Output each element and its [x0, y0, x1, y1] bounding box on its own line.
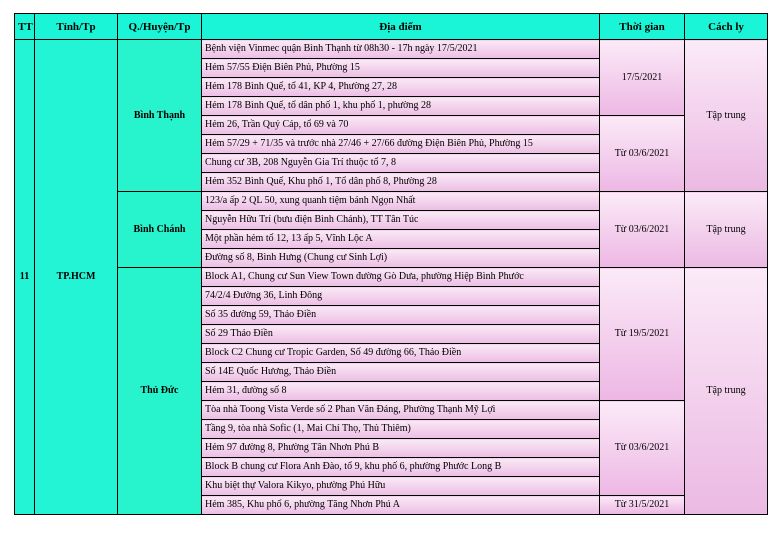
address-cell: Hẻm 57/55 Điện Biên Phủ, Phường 15	[202, 59, 600, 78]
address-cell: Block C2 Chung cư Tropic Garden, Số 49 đường 66, Thảo Điền	[202, 344, 600, 363]
header-row	[15, 14, 768, 40]
address-cell: Tầng 9, tòa nhà Sofic (1, Mai Chí Thọ, Thủ Thiêm)	[202, 420, 600, 439]
time-cell: Từ 31/5/2021	[600, 496, 685, 515]
header-tt: TT	[15, 14, 35, 40]
address-cell: Hẻm 178 Bình Quế, tổ dân phố 1, khu phố 1, phường 28	[202, 97, 600, 116]
address-cell: Đường số 8, Bình Hưng (Chung cư Sinh Lợi)	[202, 249, 600, 268]
table-body	[15, 40, 768, 515]
header-province: Tỉnh/Tp	[35, 14, 118, 40]
address-cell: Số 14E Quốc Hương, Thảo Điền	[202, 363, 600, 382]
isolation-cell: Tập trung	[685, 192, 768, 268]
table-row	[15, 40, 768, 59]
address-cell: Hẻm 57/29 + 71/35 và trước nhà 27/46 + 27/66 đường Điện Biên Phủ, Phường 15	[202, 135, 600, 154]
address-cell: Hẻm 31, đường số 8	[202, 382, 600, 401]
address-cell: 123/a ấp 2 QL 50, xung quanh tiệm bánh Ngọn Nhất	[202, 192, 600, 211]
time-cell: Từ 03/6/2021	[600, 192, 685, 268]
address-cell: Block A1, Chung cư Sun View Town đường Gò Dưa, phường Hiệp Bình Phước	[202, 268, 600, 287]
district-cell: Thủ Đức	[118, 268, 202, 515]
time-cell: 17/5/2021	[600, 40, 685, 116]
address-cell: Hẻm 97 đường 8, Phường Tân Nhơn Phú B	[202, 439, 600, 458]
address-cell: Hẻm 352 Bình Quế, Khu phố 1, Tổ dân phố 8, Phường 28	[202, 173, 600, 192]
address-cell: Hẻm 385, Khu phố 6, phường Tăng Nhơn Phú A	[202, 496, 600, 515]
isolation-cell: Tập trung	[685, 40, 768, 192]
address-cell: Hẻm 26, Trần Quý Cáp, tổ 69 và 70	[202, 116, 600, 135]
tt-cell: 11	[15, 40, 35, 515]
header-district: Q./Huyện/Tp	[118, 14, 202, 40]
address-cell: Số 35 đường 59, Thảo Điền	[202, 306, 600, 325]
address-cell: Bệnh viện Vinmec quận Bình Thạnh từ 08h30 - 17h ngày 17/5/2021	[202, 40, 600, 59]
location-table	[14, 13, 768, 515]
district-cell: Bình Chánh	[118, 192, 202, 268]
address-cell: Chung cư 3B, 208 Nguyễn Gia Trí thuộc tổ 7, 8	[202, 154, 600, 173]
address-cell: Hẻm 178 Bình Quế, tổ 41, KP 4, Phường 27, 28	[202, 78, 600, 97]
address-cell: Khu biệt thự Valora Kikyo, phường Phú Hữu	[202, 477, 600, 496]
address-cell: Nguyễn Hữu Trí (bưu điện Bình Chánh), TT Tân Túc	[202, 211, 600, 230]
table-row	[15, 192, 768, 211]
address-cell: Block B chung cư Flora Anh Đào, tổ 9, khu phố 6, phường Phước Long B	[202, 458, 600, 477]
province-cell: TP.HCM	[35, 40, 118, 515]
address-cell: Số 29 Thảo Điền	[202, 325, 600, 344]
header-isolation: Cách ly	[685, 14, 768, 40]
address-cell: 74/2/4 Đường 36, Linh Đông	[202, 287, 600, 306]
time-cell: Từ 19/5/2021	[600, 268, 685, 401]
header-time: Thời gian	[600, 14, 685, 40]
time-cell: Từ 03/6/2021	[600, 116, 685, 192]
address-cell: Một phần hẻm tổ 12, 13 ấp 5, Vĩnh Lộc A	[202, 230, 600, 249]
district-cell: Bình Thạnh	[118, 40, 202, 192]
header-location: Địa điểm	[202, 14, 600, 40]
address-cell: Tòa nhà Toong Vista Verde số 2 Phan Văn Đáng, Phường Thạnh Mỹ Lợi	[202, 401, 600, 420]
isolation-cell: Tập trung	[685, 268, 768, 515]
time-cell: Từ 03/6/2021	[600, 401, 685, 496]
table-row	[15, 268, 768, 287]
